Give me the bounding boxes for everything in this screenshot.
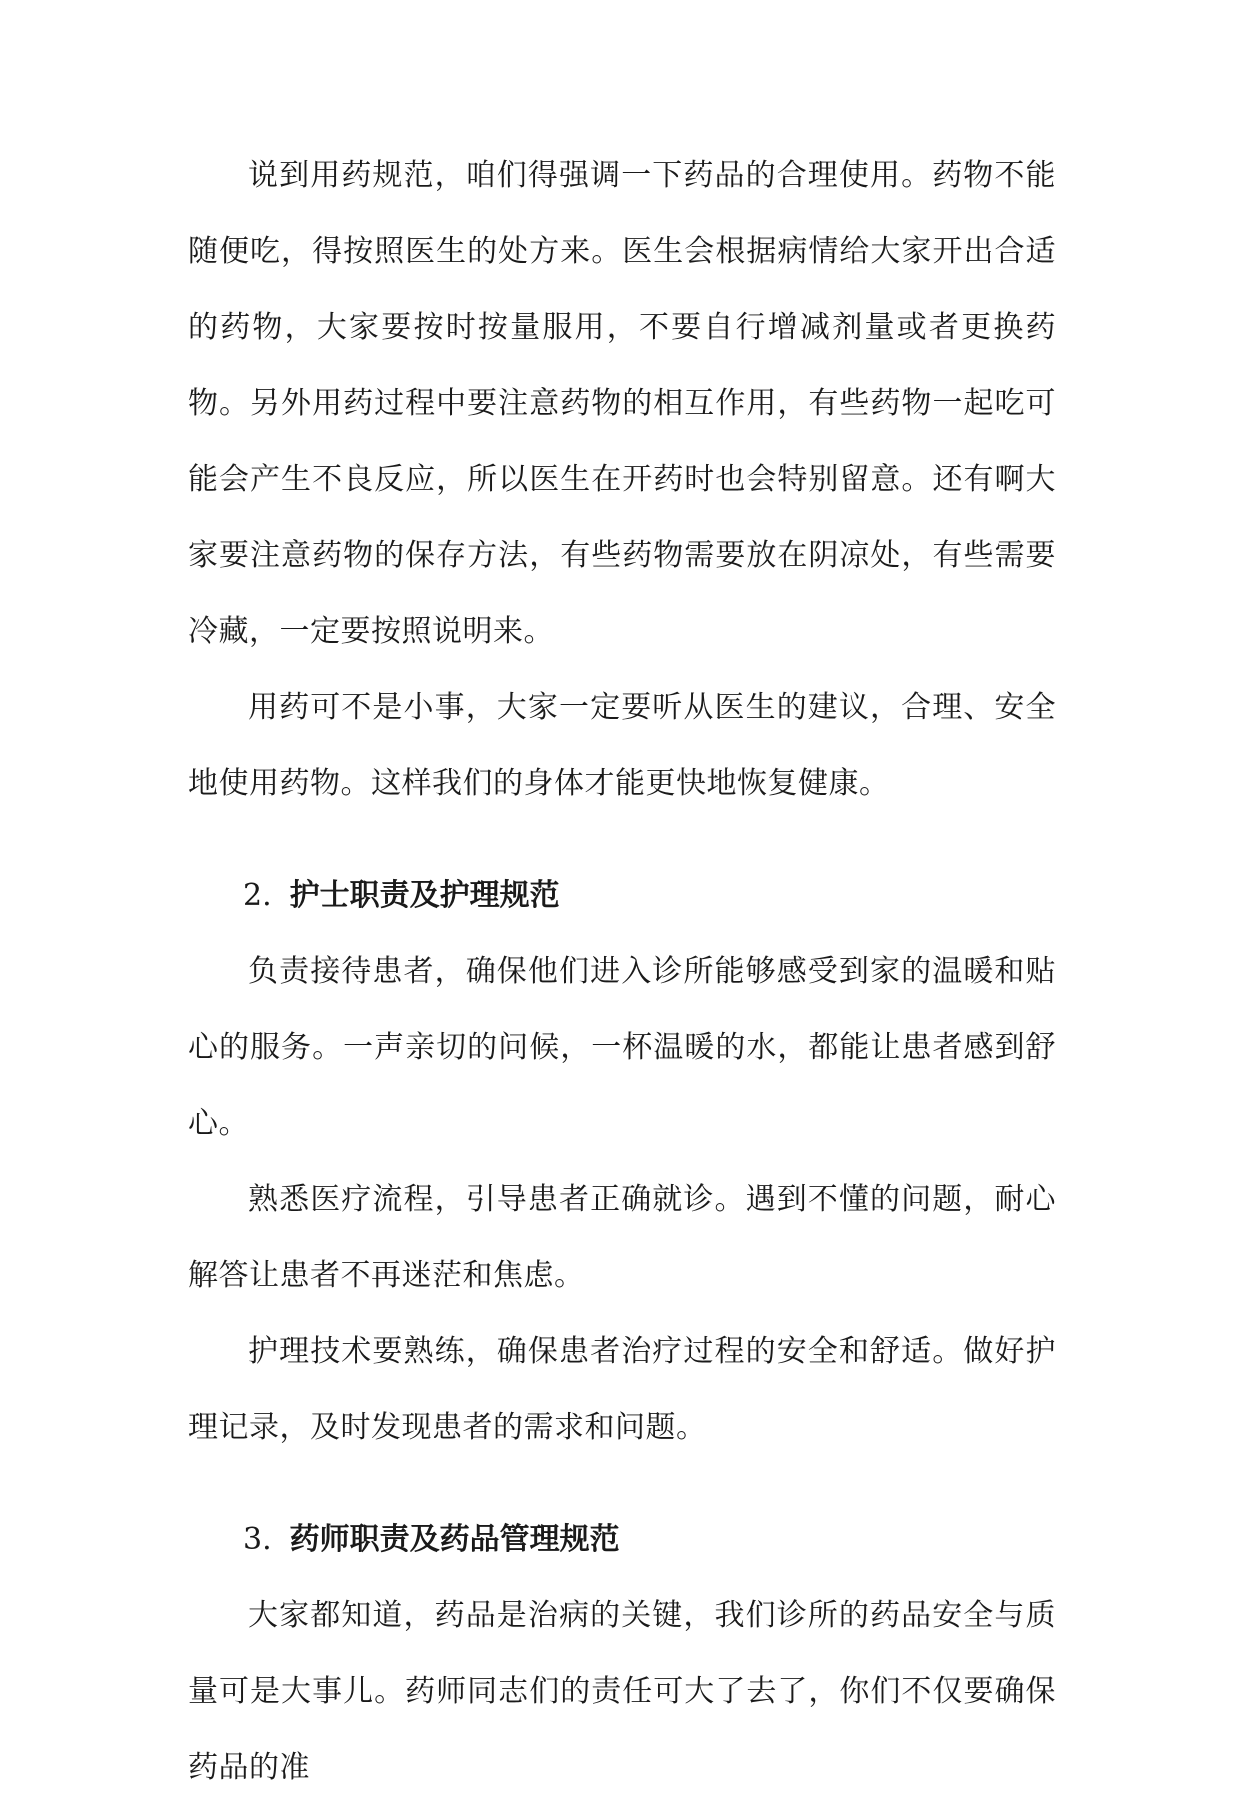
paragraph: 大家都知道，药品是治病的关键，我们诊所的药品安全与质量可是大事儿。药师同志们的责任可大了去了，你们不仅要确保药品的准 — [188, 1598, 1056, 1785]
section-number: 3. — [243, 1522, 272, 1557]
document-page — [188, 138, 1056, 1806]
section-gap — [188, 1466, 1056, 1502]
paragraph: 护理技术要熟练，确保患者治疗过程的安全和舒适。做好护理记录，及时发现患者的需求和问题。 — [188, 1334, 1056, 1445]
paragraph: 熟悉医疗流程，引导患者正确就诊。遇到不懂的问题，耐心解答让患者不再迷茫和焦虑。 — [188, 1182, 1056, 1293]
paragraph: 说到用药规范，咱们得强调一下药品的合理使用。药物不能随便吃，得按照医生的处方来。医生会根据病情给大家开出合适的药物，大家要按时按量服用，不要自行增减剂量或者更换药物。另外用药过程中要注意药物的相互作用，有些药物一起吃可能会产生不良反应，所以医生在开药时也会特别留意。还有啊大家要注意药物的保存方法，有些药物需要放在阴凉处，有些需要冷藏，一定要按照说明来。 — [188, 158, 1056, 649]
section-heading-nurse — [188, 858, 1056, 934]
section-gap — [188, 822, 1056, 858]
paragraph: 负责接待患者，确保他们进入诊所能够感受到家的温暖和贴心的服务。一声亲切的问候，一杯温暖的水，都能让患者感到舒心。 — [188, 954, 1056, 1141]
section-number: 2. — [243, 878, 272, 913]
section-heading-pharmacist — [188, 1502, 1056, 1578]
section-title: 护士职责及护理规范 — [289, 878, 560, 913]
section-title: 药师职责及药品管理规范 — [289, 1522, 620, 1557]
paragraph: 用药可不是小事，大家一定要听从医生的建议，合理、安全地使用药物。这样我们的身体才能更快地恢复健康。 — [188, 690, 1056, 801]
